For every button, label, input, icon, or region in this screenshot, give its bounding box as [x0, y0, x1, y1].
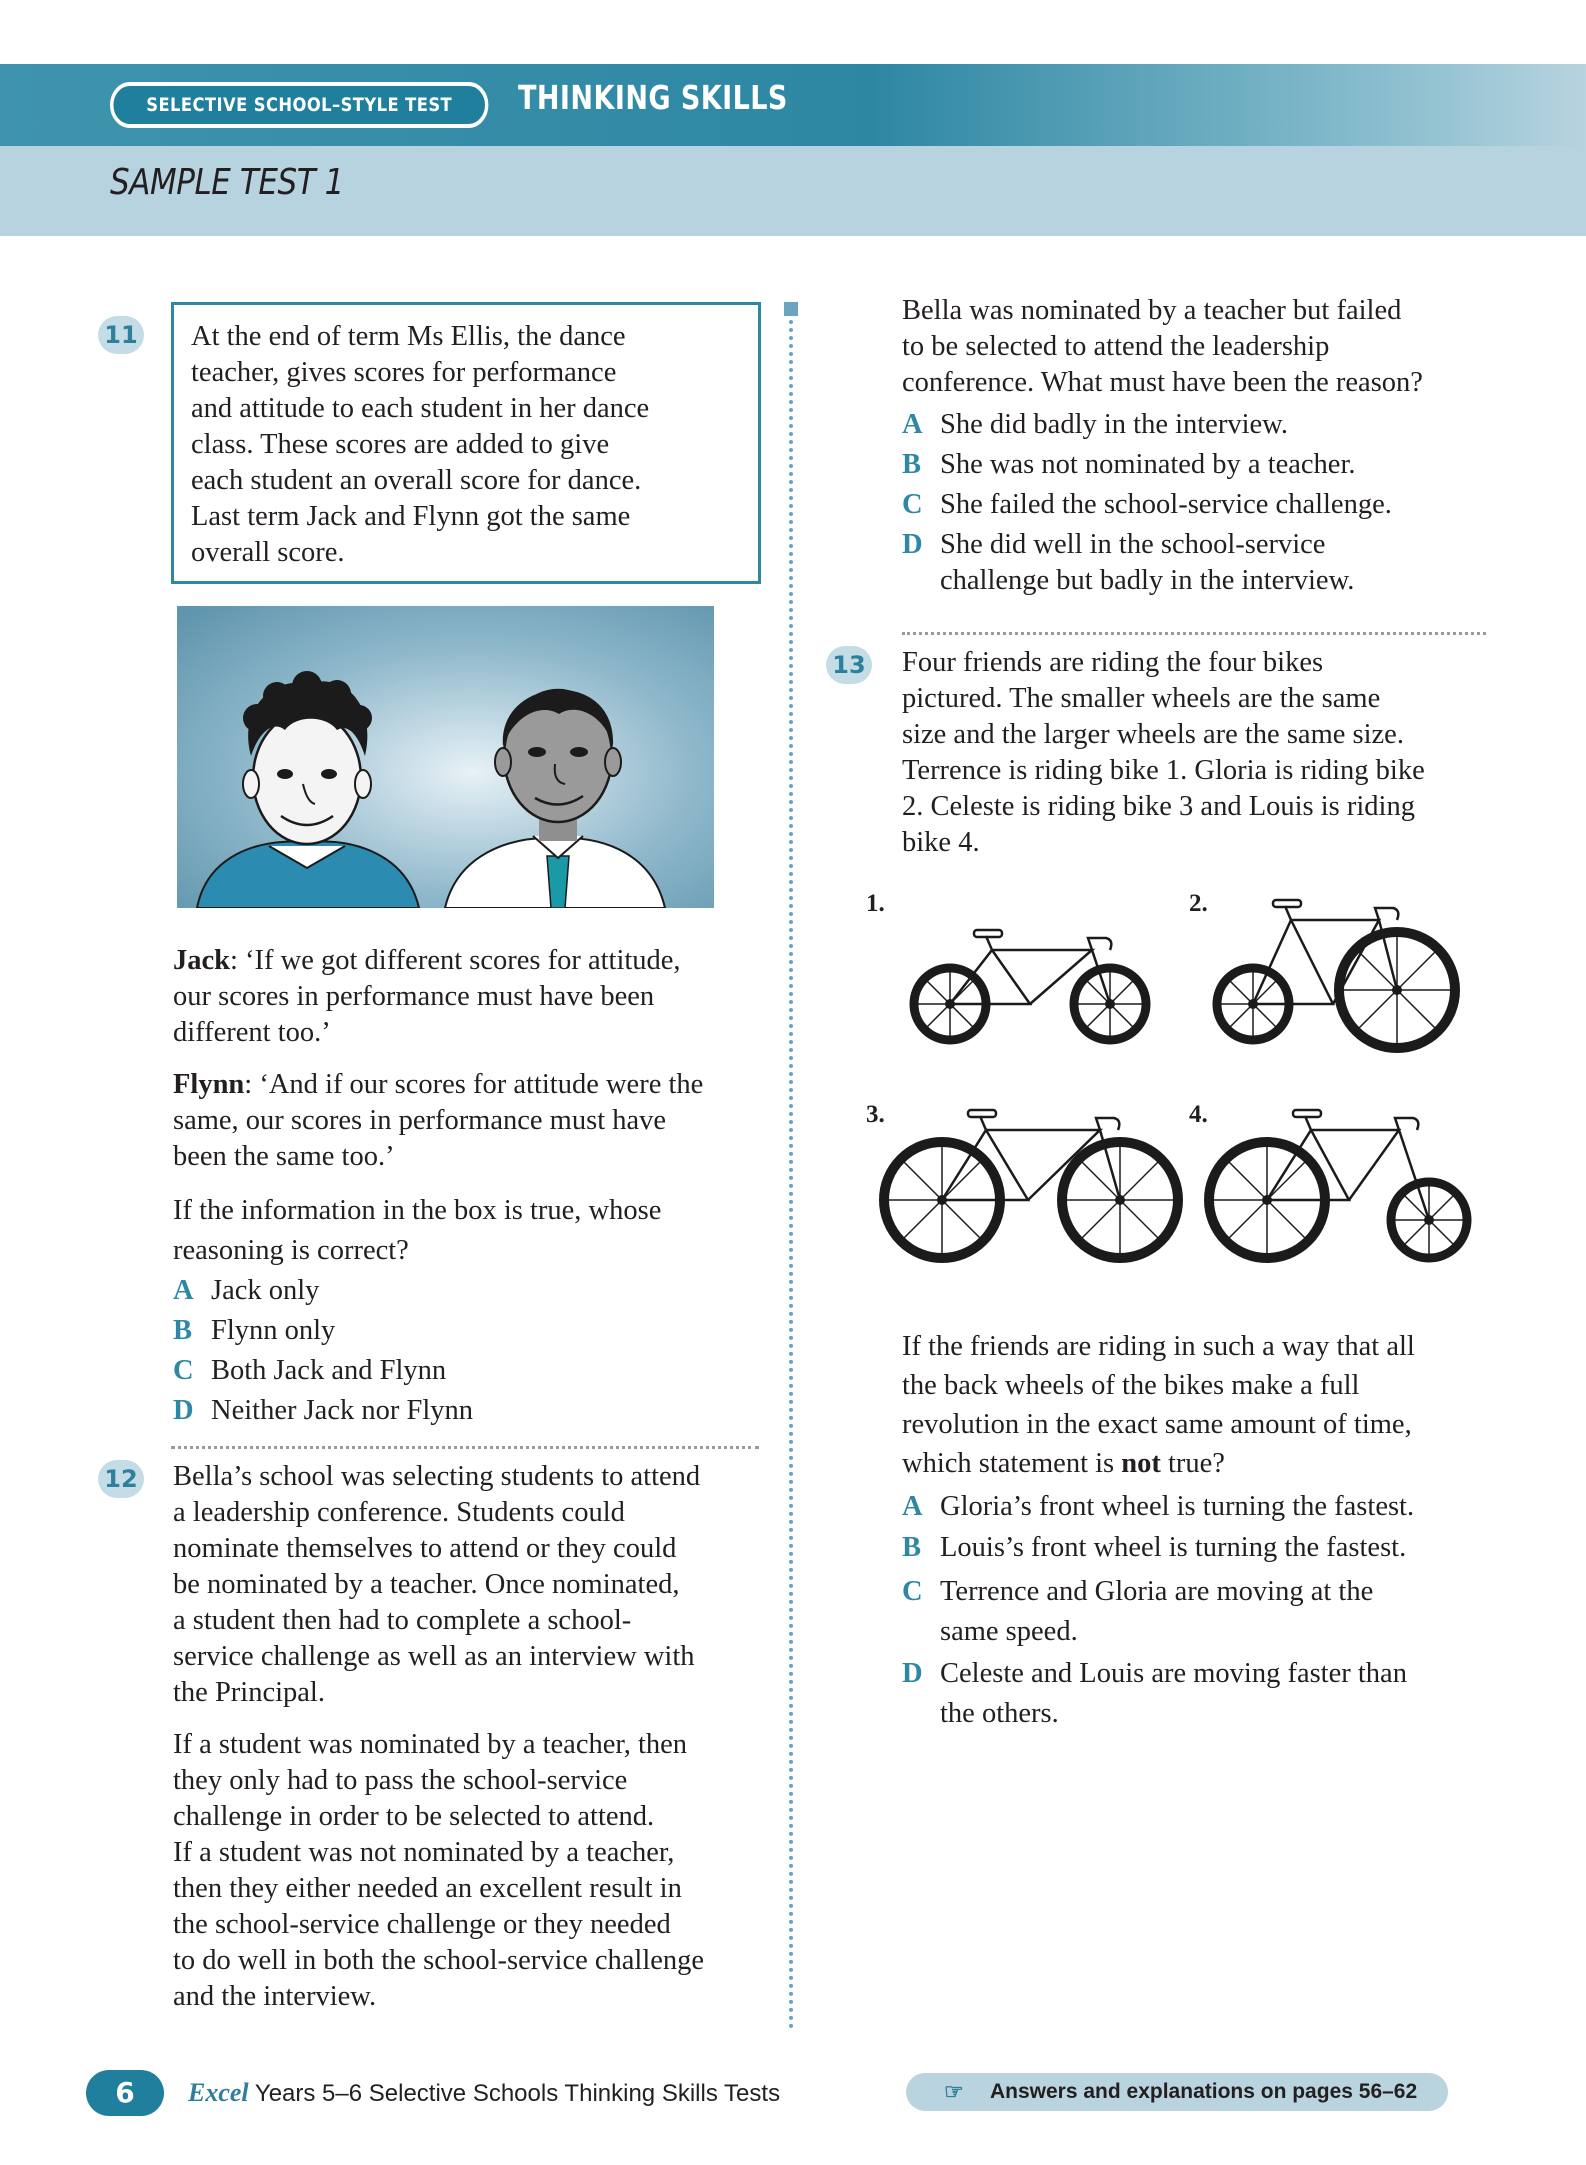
q11-box-line: and attitude to each student in her dance — [191, 393, 650, 424]
statement-line: been the same too.’ — [173, 1141, 395, 1172]
paragraph-line: nominate themselves to attend or they could — [173, 1533, 677, 1564]
paragraph-line: If a student was not nominated by a teacher, — [173, 1837, 675, 1868]
question-line: If the information in the box is true, whose — [173, 1195, 662, 1226]
paragraph-line: service challenge as well as an interview with — [173, 1641, 695, 1672]
option-letter: B — [902, 449, 922, 480]
bike-2-image — [1203, 880, 1503, 1080]
question-number-11: 11 — [98, 316, 144, 354]
option-text — [940, 527, 1354, 599]
paragraph-line: Terrence is riding bike 1. Gloria is riding bike — [902, 755, 1425, 786]
statement-line: different too.’ — [173, 1017, 331, 1048]
paragraph-line: to do well in both the school-service challenge — [173, 1945, 705, 1976]
column-divider — [789, 320, 793, 2030]
q11-box-line: At the end of term Ms Ellis, the dance — [191, 321, 626, 352]
speaker-name: Flynn — [173, 1069, 245, 1100]
option-letter: B — [902, 1532, 922, 1563]
option-text — [940, 1654, 1407, 1734]
paragraph-line: be nominated by a teacher. Once nominated, — [173, 1569, 680, 1600]
option-text-line: She did well in the school-service — [940, 529, 1326, 560]
q13-paragraph — [902, 645, 1425, 861]
paragraph-line: they only had to pass the school-service — [173, 1765, 628, 1796]
paragraph-line: 2. Celeste is riding bike 3 and Louis is riding — [902, 791, 1415, 822]
column-divider-marker — [784, 302, 798, 316]
option-text: Gloria’s front wheel is turning the fastest. — [940, 1491, 1415, 1522]
question-line: which statement is — [902, 1448, 1122, 1479]
q12-paragraph-1 — [173, 1459, 700, 1711]
book-title-text: Years 5–6 Selective Schools Thinking Skills Tests — [248, 2080, 781, 2107]
bike-3-image — [878, 1090, 1188, 1290]
paragraph-line: a leadership conference. Students could — [173, 1497, 625, 1528]
option-text: She failed the school-service challenge. — [940, 489, 1392, 520]
statement-line: : ‘If we got different scores for attitude, — [230, 945, 681, 976]
option-text: Louis’s front wheel is turning the fastest. — [940, 1532, 1407, 1563]
option-text: Both Jack and Flynn — [211, 1355, 447, 1386]
option-text: Jack only — [211, 1275, 320, 1306]
statement-line: : ‘And if our scores for attitude were the — [244, 1069, 704, 1100]
option-letter: D — [173, 1395, 194, 1426]
test-type-badge: SELECTIVE SCHOOL–STYLE TEST — [110, 82, 488, 128]
paragraph-line: then they either needed an excellent result in — [173, 1873, 682, 1904]
paragraph-line: bike 4. — [902, 827, 980, 858]
q11-box-line: teacher, gives scores for performance — [191, 357, 617, 388]
speaker-name: Jack — [173, 945, 230, 976]
question-separator — [902, 632, 1486, 635]
page-header — [0, 64, 1586, 236]
option-text: Flynn only — [211, 1315, 336, 1346]
jack-and-flynn-illustration — [177, 606, 714, 908]
book-title — [188, 2078, 780, 2108]
option-letter: A — [902, 1491, 923, 1522]
paragraph-line: the Principal. — [173, 1677, 325, 1708]
q11-question — [173, 1191, 661, 1271]
statement-line: same, our scores in performance must have — [173, 1105, 667, 1136]
option-letter: A — [902, 409, 923, 440]
option-letter: C — [173, 1355, 194, 1386]
q13-question — [902, 1327, 1415, 1483]
option-letter: C — [902, 489, 923, 520]
option-text: Neither Jack nor Flynn — [211, 1395, 473, 1426]
question-number-13: 13 — [826, 646, 872, 684]
q11-box-line: class. These scores are added to give — [191, 429, 610, 460]
question-separator — [171, 1446, 759, 1449]
section-title: THINKING SKILLS — [518, 78, 788, 117]
answers-reference — [906, 2073, 1448, 2111]
option-text-line: Celeste and Louis are moving faster than — [940, 1658, 1407, 1689]
option-text-line: Terrence and Gloria are moving at the — [940, 1576, 1374, 1607]
option-text-line: the others. — [940, 1698, 1059, 1729]
paragraph-line: Bella’s school was selecting students to attend — [173, 1461, 701, 1492]
option-letter: A — [173, 1275, 194, 1306]
q11-box-line: each student an overall score for dance. — [191, 465, 642, 496]
answers-reference-text: Answers and explanations on pages 56–62 — [990, 2080, 1418, 2103]
page-number: 6 — [86, 2070, 164, 2116]
option-text-line: challenge but badly in the interview. — [940, 565, 1355, 596]
q12-paragraph-2 — [173, 1727, 704, 2015]
bike-label-3: 3. — [866, 1101, 885, 1128]
option-text — [940, 1572, 1373, 1652]
option-text: She was not nominated by a teacher. — [940, 449, 1356, 480]
bike-1-image — [880, 900, 1180, 1080]
question-number-12: 12 — [98, 1460, 144, 1498]
question-line: to be selected to attend the leadership — [902, 331, 1330, 362]
paragraph-line: a student then had to complete a school- — [173, 1605, 632, 1636]
option-text-line: same speed. — [940, 1616, 1078, 1647]
question-line: If the friends are riding in such a way that all — [902, 1331, 1415, 1362]
question-line: Bella was nominated by a teacher but failed — [902, 295, 1402, 326]
paragraph-line: size and the larger wheels are the same size. — [902, 719, 1404, 750]
paragraph-line: Four friends are riding the four bikes — [902, 647, 1324, 678]
q11-box-line: Last term Jack and Flynn got the same — [191, 501, 631, 532]
bike-label-2: 2. — [1189, 890, 1208, 917]
option-text: She did badly in the interview. — [940, 409, 1288, 440]
q11-box-line: overall score. — [191, 537, 345, 568]
bike-label-4: 4. — [1189, 1101, 1208, 1128]
question-line: reasoning is correct? — [173, 1235, 409, 1266]
paragraph-line: challenge in order to be selected to attend. — [173, 1801, 655, 1832]
bike-label-1: 1. — [866, 890, 885, 917]
pointing-hand-icon: ☞ — [944, 2079, 964, 2104]
paragraph-line: pictured. The smaller wheels are the same — [902, 683, 1381, 714]
paragraph-line: the school-service challenge or they needed — [173, 1909, 671, 1940]
jack-statement — [173, 943, 681, 1051]
brand-excel: Excel — [188, 2078, 249, 2107]
question-line: conference. What must have been the reason? — [902, 367, 1423, 398]
question-line: revolution in the exact same amount of time, — [902, 1409, 1412, 1440]
option-letter: B — [173, 1315, 193, 1346]
bike-4-image — [1203, 1090, 1493, 1290]
page-title: SAMPLE TEST 1 — [110, 162, 344, 203]
option-letter: C — [902, 1576, 923, 1607]
header-band — [0, 64, 1586, 146]
statement-line: our scores in performance must have been — [173, 981, 655, 1012]
paragraph-line: If a student was nominated by a teacher, then — [173, 1729, 688, 1760]
flynn-statement — [173, 1067, 703, 1175]
paragraph-line: and the interview. — [173, 1981, 377, 2012]
question-line-end: true? — [1160, 1448, 1225, 1479]
q11-info-box — [171, 302, 761, 584]
emphasis-not: not — [1121, 1448, 1161, 1479]
option-letter: D — [902, 1658, 923, 1689]
option-letter: D — [902, 529, 923, 560]
q12-question — [902, 293, 1423, 401]
question-line: the back wheels of the bikes make a full — [902, 1370, 1360, 1401]
